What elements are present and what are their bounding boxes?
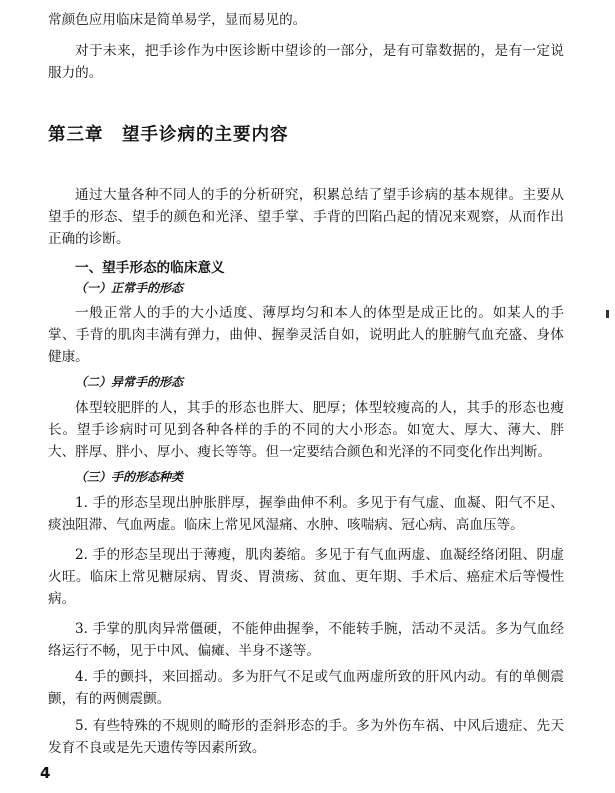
list-item: 1. 手的形态呈现出肿胀胖厚，握拳曲伸不利。多见于有气虚、血凝、阳气不足、痰浊阻滞、气血两虚。临床上常见风湿痛、水肿、咳喘病、冠心病、高血压等。 [48,495,564,533]
paragraph: 常颜色应用临床是简单易学，显而易见的。 [48,12,307,28]
page-number: 4 [40,764,51,782]
paragraph: 通过大量各种不同人的手的分析研究，积累总结了望手诊病的基本规律。主要从望手的形态、望手的颜色和光泽、望手掌、手背的凹陷凸起的情况来观察，从而作出正确的诊断。 [48,187,564,247]
edge-mark [606,310,609,318]
paragraph: 体型较肥胖的人，其手的形态也胖大、肥厚；体型较瘦高的人，其手的形态也瘦长。望手诊病时可见到各种各样的手的不同的大小形态。如宽大、厚大、薄大、胖大、胖厚、胖小、厚小、瘦长等等。但一定要结合颜色和光泽的不同变化作出判断。 [48,400,564,460]
list-item: 3. 手掌的肌肉异常僵硬，不能伸曲握拳，不能转手腕，活动不灵活。多为气血经络运行不畅，见于中风、偏瘫、半身不遂等。 [48,621,564,659]
section-heading: 一、望手形态的临床意义 [75,260,225,276]
paragraph: 一般正常人的手的大小适度、薄厚均匀和本人的体型是成正比的。如某人的手掌、手背的肌肉丰满有弹力，曲伸、握拳灵活自如，说明此人的脏腑气血充盛、身体健康。 [48,305,564,365]
chapter-title: 第三章 望手诊病的主要内容 [48,125,289,145]
list-item: 4. 手的颤抖，来回摇动。多为肝气不足或气血两虚所致的肝风内动。有的单侧震颤，有的两侧震颤。 [48,669,564,707]
list-item: 2. 手的形态呈现出于薄瘦，肌肉萎缩。多见于有气血两虚、血凝经络闭阻、阴虚火旺。临床上常见糖尿病、胃炎、胃溃疡、贫血、更年期、手术后、癌症术后等慢性病。 [48,547,564,607]
paragraph: 对于未来，把手诊作为中医诊断中望诊的一部分，是有可靠数据的，是有一定说服力的。 [48,43,564,81]
subsection-heading: （二）异常手的形态 [75,375,184,389]
subsection-heading: （三）手的形态种类 [75,470,184,484]
subsection-heading: （一）正常手的形态 [75,281,184,295]
list-item: 5. 有些特殊的不规则的畸形的歪斜形态的手。多为外伤车祸、中风后遗症、先天发育不良或是先天遗传等因素所致。 [48,718,564,756]
